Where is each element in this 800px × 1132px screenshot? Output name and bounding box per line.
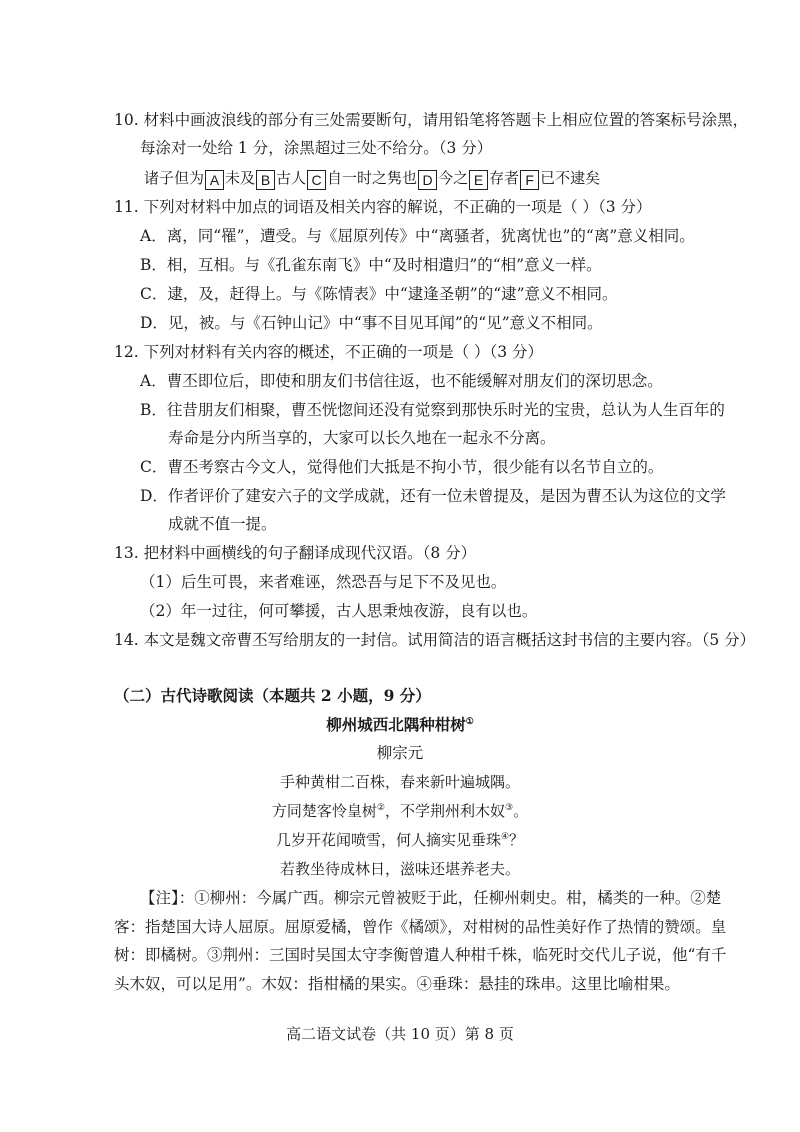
q13-sentence-2: （2）年一过往，何可攀援，古人思秉烛夜游，良有以也。 (140, 602, 538, 620)
q12-option-b-line2: 寿命是分内所当享的，大家可以长久地在一起永不分离。 (168, 429, 556, 447)
answer-label-d: D (418, 170, 437, 190)
q11-option-b: B．相，互相。与《孔雀东南飞》中“及时相遣归”的“相”意义一样。 (140, 256, 602, 274)
poem-line-3b: ？ (509, 831, 525, 849)
q10-seg6: 已不逮矣 (540, 169, 601, 187)
poem-author: 柳宗元 (376, 744, 424, 762)
note-marker-4: ④ (500, 832, 510, 842)
q12-option-a: A．曹丕即位后，即使和朋友们书信往返，也不能缓解对朋友们的深切思念。 (140, 372, 663, 390)
notes-line-4: 头木奴，可以足用”。木奴：指柑橘的果实。④垂珠：悬挂的珠串。这里比喻柑果。 (114, 975, 680, 993)
page-footer: 高二语文试卷（共 10 页）第 8 页 (286, 1025, 514, 1043)
poem-line-2 (0, 801, 800, 821)
q10-line1: 10. 材料中画波浪线的部分有三处需要断句，请用铅笔将答题卡上相应位置的答案标号涂黑， (114, 111, 749, 129)
q12-option-d-line1: D．作者评价了建安六子的文学成就，还有一位未曾提及，是因为曹丕认为这位的文学 (140, 487, 726, 505)
q12-option-c: C．曹丕考察古今文人，觉得他们大抵是不拘小节，很少能有以名节自立的。 (140, 458, 664, 476)
notes-line-3: 树：即橘树。③荆州：三国时吴国太守李衡曾遣人种柑千株，临死时交代儿子说，他“有千 (114, 946, 727, 964)
q12-option-d-line2: 成就不值一提。 (168, 515, 277, 533)
q10-seg4: 今之 (438, 169, 469, 187)
q13-stem: 13. 把材料中画横线的句子翻译成现代汉语。（8 分） (114, 544, 477, 562)
answer-label-c: C (307, 170, 326, 190)
poem-title-text: 柳州城西北隅种柑树 (326, 715, 466, 734)
q10-line2: 每涂对一处给 1 分，涂黑超过三处不给分。（3 分） (140, 139, 493, 157)
answer-label-e: E (469, 170, 488, 190)
q10-seg1: 未及 (225, 169, 256, 187)
section-heading: （二）古代诗歌阅读（本题共 2 小题，9 分） (114, 686, 431, 705)
poem-line-3a: 几岁开花闻喷雪，何人摘实见垂珠 (275, 831, 501, 849)
q14-stem: 14. 本文是魏文帝曹丕写给朋友的一封信。试用简洁的语言概括这封书信的主要内容。（5 分） (114, 631, 756, 649)
q10-seg0: 诸子但为 (144, 169, 205, 187)
q11-option-c: C．逮，及，赶得上。与《陈情表》中“逮逢圣朝”的“逮”意义不相同。 (140, 285, 618, 303)
q10-seg2: 古人 (276, 169, 307, 187)
q11-option-d: D．见，被。与《石钟山记》中“事不目见耳闻”的“见”意义不相同。 (140, 314, 603, 332)
poem-line-2b: ，不学荆州利木奴 (384, 802, 505, 820)
q12-option-b-line1: B．往昔朋友们相聚，曹丕恍惚间还没有觉察到那快乐时光的宝贵，总认为人生百年的 (140, 401, 725, 419)
poem-line-4: 若教坐待成林日，滋味还堪养老夫。 (279, 860, 520, 878)
notes-line-2: 客：指楚国大诗人屈原。屈原爱橘，曾作《橘颂》，对柑树的品性美好作了热情的赞颂。皇 (114, 918, 727, 936)
note-marker-2: ② (376, 803, 385, 813)
q10-seg5: 存者 (489, 169, 520, 187)
poem-title-note-marker: ① (465, 717, 474, 727)
poem-line-2c: 。 (513, 802, 529, 820)
q13-sentence-1: （1）后生可畏，来者难诬，然恐吾与足下不及见也。 (140, 573, 507, 591)
q11-option-a: A．离，同“罹”，遭受。与《屈原列传》中“离骚者，犹离忧也”的“离”意义相同。 (140, 227, 695, 245)
q12-stem: 12. 下列对材料有关内容的概述，不正确的一项是（ ）（3 分） (114, 343, 544, 361)
q10-seg3: 自一时之隽也 (327, 169, 418, 187)
poem-line-1: 手种黄柑二百株，春来新叶遍城隅。 (279, 773, 520, 791)
poem-title (0, 715, 800, 735)
note-marker-3: ③ (505, 803, 514, 813)
notes-line-1: 【注】：①柳州：今属广西。柳宗元曾被贬于此，任柳州刺史。柑，橘类的一种。②楚 (140, 889, 722, 907)
poem-line-2a: 方同楚客怜皇树 (271, 802, 377, 820)
q10-sentence (144, 168, 600, 190)
answer-label-b: B (256, 170, 275, 190)
q11-stem: 11. 下列对材料中加点的词语及相关内容的解说，不正确的一项是（ ）（3 分） (114, 198, 652, 216)
poem-line-3 (0, 830, 800, 850)
answer-label-f: F (520, 170, 539, 190)
answer-label-a: A (205, 170, 224, 190)
